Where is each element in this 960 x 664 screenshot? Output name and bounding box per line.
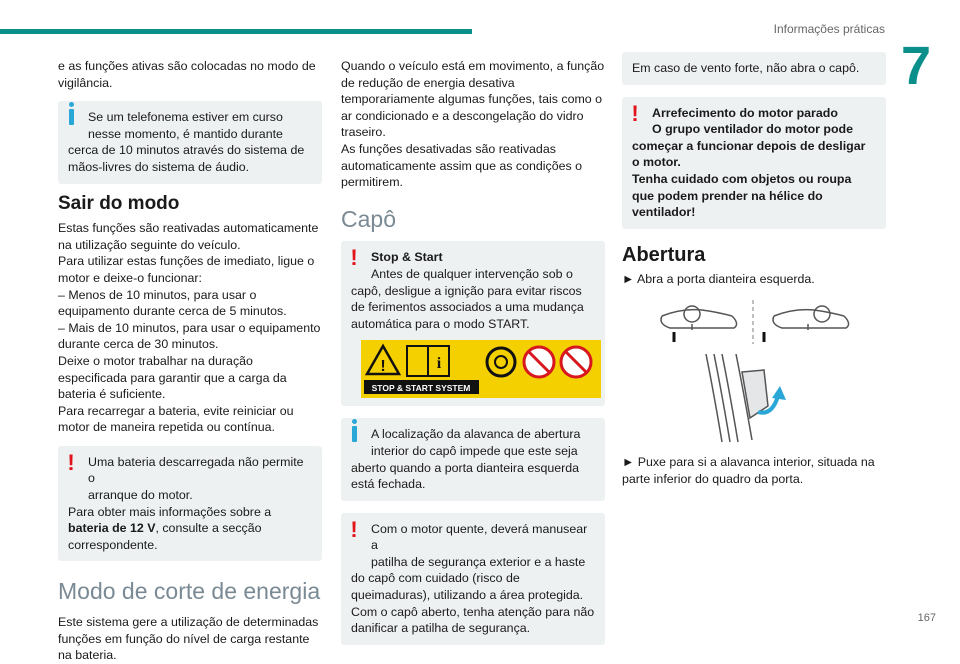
warning-text: Para obter mais informações sobre a bateria de 12 V, consulte a secção correspondente.: [68, 504, 272, 552]
info-icon: [349, 424, 359, 446]
warning-text: começar a funcionar depois de desligar o motor.: [632, 138, 866, 170]
paragraph: As funções desativadas são reativadas automaticamente assim que as condições o permitirem.: [341, 141, 583, 190]
hood-release-lever-diagram: [622, 294, 882, 444]
info-box: [341, 418, 605, 500]
info-text: aberto quando a porta dianteira esquerda está fechada.: [351, 460, 580, 492]
warning-text-line: Uma bateria descarregada não permite o: [88, 454, 304, 486]
paragraph: e as funções ativas são colocadas no modo de vigilância.: [58, 59, 316, 90]
note-box: [622, 52, 886, 85]
warning-text: capô, desligue a ignição para evitar riscos de ferimentos associados a uma mudança automática para o modo START.: [351, 283, 584, 331]
step: ► Puxe para si a alavanca interior, situada na parte inferior do quadro da porta.: [622, 454, 875, 486]
warning-text: Tenha cuidado com objetos ou roupa que podem prender na hélice do ventilador!: [632, 171, 852, 220]
column-3: [622, 58, 886, 487]
svg-text:!: !: [380, 358, 386, 376]
chapter-number: 7: [900, 36, 932, 96]
warning-box: [341, 513, 605, 645]
warning-text-line: Antes de qualquer intervenção sob o: [371, 266, 573, 281]
warning-icon: !: [350, 245, 358, 271]
warning-icon: !: [350, 516, 358, 542]
warning-text-line: arranque do motor.: [88, 488, 193, 503]
paragraph: Deixe o motor trabalhar na duração especificada para garantir que a carga da bateria é suficiente.: [58, 353, 287, 402]
paragraph: Quando o veículo está em movimento, a função de redução de energia desativa temporariamente algumas funções, tais como o ar condicionado e a descongelação do vidro traseiro.: [341, 59, 605, 140]
steering-wheel-icon: [814, 306, 830, 322]
info-text: cerca de 10 minutos através do sistema de mãos-livres do sistema de áudio.: [68, 143, 305, 174]
warning-text-line: O grupo ventilador do motor pode: [652, 122, 853, 137]
warning-text-line: Arrefecimento do motor parado: [652, 105, 838, 120]
heading-sair-do-modo: Sair do modo: [58, 192, 180, 214]
info-text-line: nesse momento, é mantido durante: [88, 126, 283, 141]
info-text-line: A localização da alavanca de abertura: [371, 427, 581, 442]
section-title: Informações práticas: [773, 22, 885, 36]
warning-text-line: patilha de segurança exterior e a haste: [371, 554, 586, 569]
warning-text: do capô com cuidado (risco de queimaduras), utilizando a área protegida.: [351, 571, 584, 603]
heading-modo-corte-energia: Modo de corte de energia: [58, 578, 321, 605]
warning-text: Com o capô aberto, tenha atenção para não danificar a patilha de segurança.: [351, 604, 595, 636]
header-accent-bar: [0, 29, 472, 34]
step: ► Abra a porta dianteira esquerda.: [622, 272, 815, 287]
list-item: – Mais de 10 minutos, para usar o equipamento durante cerca de 30 minutos.: [58, 320, 321, 352]
warning-box: [58, 446, 322, 562]
warning-box: [622, 97, 886, 229]
info-text-line: interior do capô impede que este seja: [371, 443, 578, 458]
column-2: [341, 58, 605, 657]
paragraph: Para utilizar estas funções de imediato, ligue o motor e deixe-o funcionar:: [58, 254, 315, 285]
page-number: 167: [917, 612, 936, 624]
heading-capo: Capô: [341, 205, 396, 232]
paragraph: Este sistema gere a utilização de determinadas funções em função do nível de carga restante na bateria.: [58, 615, 319, 663]
warning-icon: !: [67, 449, 75, 475]
paragraph: Para recarregar a bateria, evite reiniciar ou motor de maneira repetida ou contínua.: [58, 403, 294, 435]
heading-abertura: Abertura: [622, 243, 706, 266]
column-1: [58, 58, 322, 664]
paragraph: Estas funções são reativadas automaticamente na utilização seguinte do veículo.: [58, 221, 319, 252]
info-text-line: Se um telefonema estiver em curso: [88, 110, 283, 125]
note-text: Em caso de vento forte, não abra o capô.: [632, 61, 860, 75]
warning-title: Stop & Start: [371, 250, 443, 265]
list-item: – Menos de 10 minutos, para usar o equipamento durante cerca de 5 minutos.: [58, 287, 287, 319]
warning-icon: !: [631, 100, 639, 126]
warning-box-stop-start: [341, 241, 605, 406]
info-box: [58, 101, 322, 183]
warning-text-line: Com o motor quente, deverá manusear a: [371, 521, 588, 553]
steering-wheel-icon: [684, 306, 700, 322]
sticker-label: STOP & START SYSTEM: [371, 383, 471, 394]
stop-start-sticker-image: [361, 340, 601, 398]
info-icon: [66, 107, 76, 129]
svg-text:i: i: [436, 355, 442, 373]
